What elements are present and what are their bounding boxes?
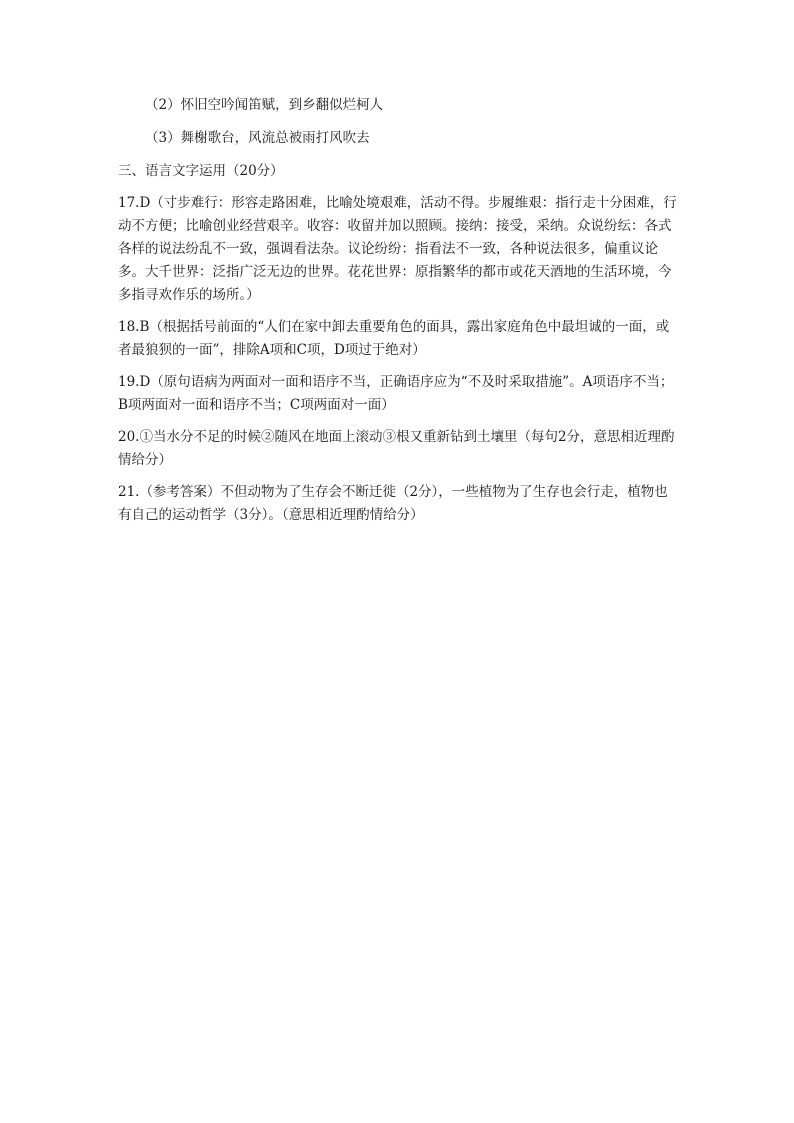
answer-21: 21.（参考答案）不但动物为了生存会不断迁徙（2分），一些植物为了生存也会行走，植物也有自己的运动哲学（3分）。（意思相近理酌情给分） [118, 484, 668, 523]
answer-18: 18.B（根据括号前面的“人们在家中卸去重要角色的面具，露出家庭角色中最坦诚的一面，或者最狼狈的一面”，排除A项和C项，D项过于绝对） [118, 319, 670, 358]
answer-19: 19.D（原句语病为两面对一面和语序不当，正确语序应为“不及时采取措施”。A项语序不当；B项两面对一面和语序不当；C项两面对一面） [118, 374, 674, 413]
answer-20: 20.①当水分不足的时候②随风在地面上滚动③根又重新钻到土壤里（每句2分，意思相近理酌情给分） [118, 429, 675, 468]
poem-line-2: （2）怀旧空吟闻笛赋，到乡翻似烂柯人 [145, 97, 384, 113]
section-heading: 三、语言文字运用（20分） [118, 163, 284, 179]
answer-key-content [118, 94, 680, 527]
answer-17: 17.D（寸步难行：形容走路困难，比喻处境艰难，活动不得。步履维艰：指行走十分困难，行动不方便；比喻创业经营艰辛。收容：收留并加以照顾。接纳：接受，采纳。众说纷纭：各式各样的说法纷乱不一致，强调看法杂。议论纷纷：指看法不一致，各种说法很多，偏重议论多。大千世界：泛指广泛无边的世界。花花世界：原指繁华的都市或花天酒地的生活环境，今多指寻欢作乐的场所。） [118, 195, 677, 303]
poem-line-3: （3）舞榭歌台，风流总被雨打风吹去 [145, 130, 370, 146]
